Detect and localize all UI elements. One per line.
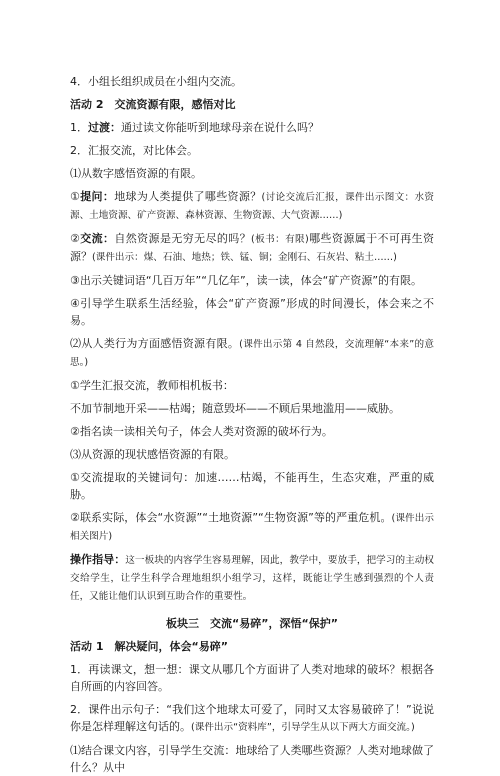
paragraph-question (70, 188, 434, 224)
paragraph-key-phrases (70, 469, 434, 503)
keyword: 过渡： (88, 121, 121, 134)
text: 1．再读课文，想一想：课文从哪几个方面讲了人类对地球的破坏？根据各自所画的内容回答。 (70, 663, 434, 693)
number: 1． (70, 121, 88, 134)
paragraph-step-4 (70, 73, 434, 90)
note: (板书：有限) (251, 234, 309, 245)
activity-label: 活动 1 (70, 640, 104, 653)
text: 2．课件出示句子：“我们这个地球太可爱了，同时又太容易破碎了！”说说你是怎样理解这句话的。 (70, 703, 434, 733)
text: ⑴结合课文内容，引导学生交流：地球给了人类哪些资源？人类对地球做了什么？从中 (70, 744, 434, 774)
text: ②联系实际，体会“水资源”“土地资源”“生物资源”等的严重危机。 (70, 511, 392, 524)
keyword: 交流： (80, 232, 115, 245)
number: ① (70, 190, 81, 203)
section-title: 板块三 交流“易碎”，深悟“保护” (166, 617, 338, 630)
note: (课件出示“资料库”，引导学生从以下两大方面交流。) (191, 722, 415, 733)
paragraph-report (70, 142, 434, 159)
text: 自然资源是无穷无尽的吗？ (114, 232, 252, 245)
text: ①交流提取的关键词句：加速……枯竭，不能再生，生态灾难，严重的威胁。 (70, 471, 434, 501)
keyword: 提问： (80, 190, 115, 203)
paragraph-combine (70, 742, 434, 776)
paragraph-reread (70, 661, 434, 695)
paragraph-exchange (70, 230, 434, 266)
note: (讨论交流后汇报，课件出示图文：水资源、土地资源、矿产资源、森林资源、生物资源、大气资源……) (70, 192, 434, 221)
note: (课件出示：煤、石油、地热；铁、锰、铜；金刚石、石灰岩、粘土……) (92, 252, 397, 263)
text: 2．汇报交流，对比体会。 (70, 144, 198, 157)
activity-2-heading (70, 96, 434, 113)
section-3-heading (70, 615, 434, 632)
text: ⑶从资源的现状感悟资源的有限。 (70, 448, 235, 461)
paragraph-human-behavior (70, 335, 434, 371)
paragraph-guidance (70, 551, 434, 605)
guidance-label: 操作指导： (70, 553, 126, 566)
note: (课件出示第 4 自然段，交流理解“本来”的意思。) (70, 339, 434, 368)
activity-title: 解决疑问，体会“易碎” (114, 640, 228, 653)
text: 哪些资源属于不可再生资源？ (70, 232, 434, 263)
paragraph-transition (70, 119, 434, 136)
paragraph-blackboard-content (70, 400, 434, 417)
note: (课件出示相关图片) (70, 513, 434, 542)
paragraph-real-life (70, 509, 434, 545)
number: ② (70, 232, 81, 245)
activity-label: 活动 2 (70, 98, 104, 111)
text: 地球为人类提供了哪些资源？ (114, 190, 262, 203)
text: 通过读文你能听到地球母亲在说什么吗？ (121, 121, 319, 134)
text: ③出示关键词语“几百万年”“几亿年”，读一读，体会“矿产资源”的有限。 (70, 274, 423, 287)
text: ②指名读一读相关句子，体会人类对资源的破坏行为。 (70, 425, 333, 438)
text: 4．小组长组织成员在小组内交流。 (70, 75, 242, 88)
paragraph-status (70, 446, 434, 463)
paragraph-keywords (70, 272, 434, 289)
text: ①学生汇报交流，教师相机板书： (70, 379, 234, 392)
activity-1-heading (70, 638, 434, 655)
paragraph-numbers (70, 165, 434, 182)
paragraph-read-aloud (70, 423, 434, 440)
text: 不加节制地开采——枯竭；随意毁坏——不顾后果地滥用——威胁。 (70, 402, 400, 415)
text: ④引导学生联系生活经验，体会“矿产资源”形成的时间漫长，体会来之不易。 (70, 297, 434, 327)
guidance-text: 这一板块的内容学生容易理解，因此，教学中，要放手，把学习的主动权交给学生，让学生科学合理地组织小组学习，这样，既能让学生感到强烈的个人责任，又能让他们认识到互助合作的重要性。 (70, 555, 435, 602)
paragraph-sentence (70, 701, 434, 736)
paragraph-blackboard (70, 377, 434, 394)
text: ⑴从数字感悟资源的有限。 (70, 167, 202, 180)
activity-title: 交流资源有限，感悟对比 (114, 98, 236, 111)
paragraph-experience (70, 295, 434, 329)
text: ⑵从人类行为方面感悟资源有限。 (70, 337, 240, 350)
